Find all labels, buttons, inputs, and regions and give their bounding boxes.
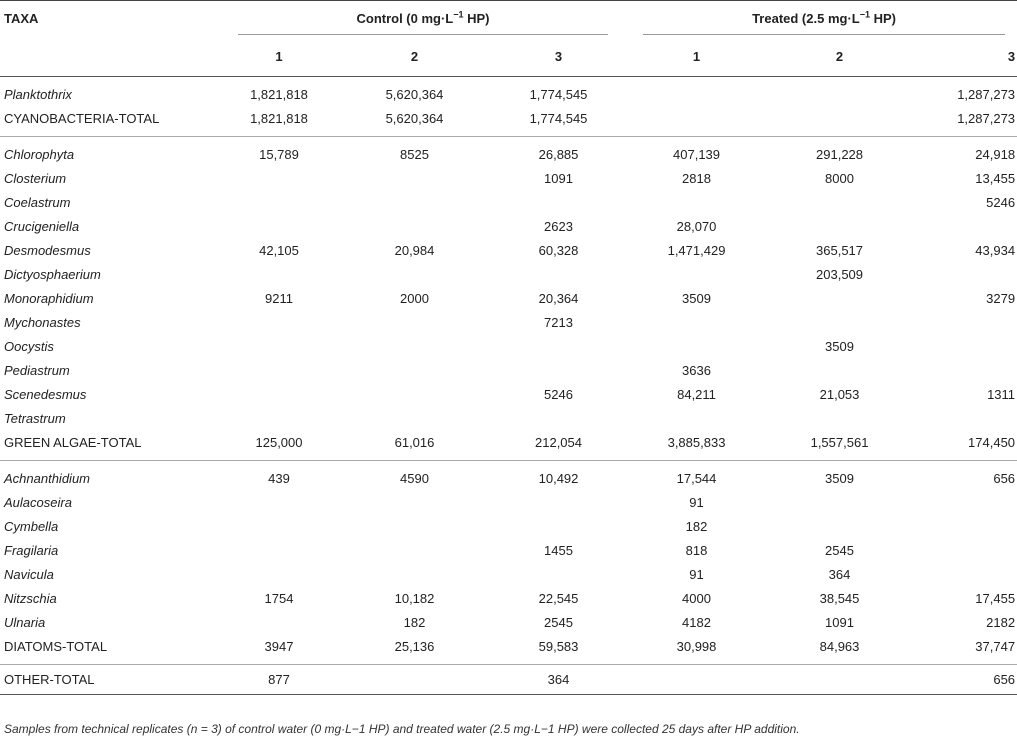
replicate-header: 3 <box>486 37 631 77</box>
cell-value: 7213 <box>544 315 573 330</box>
table-row <box>0 311 1017 335</box>
cell-value: 212,054 <box>486 431 631 461</box>
cell-value <box>631 335 762 359</box>
cell-value <box>631 665 762 695</box>
cell-value <box>486 191 631 215</box>
replicate-header: 1 <box>631 37 762 77</box>
cell-value: 407,139 <box>673 147 721 163</box>
taxon-name: Nitzschia <box>4 591 57 606</box>
replicate-header: 3 <box>917 37 1017 77</box>
cell-value: 364 <box>486 665 631 695</box>
cell-value <box>917 215 1017 239</box>
cell-value <box>486 263 631 287</box>
cell-value <box>343 311 486 335</box>
cell-value <box>917 311 1017 335</box>
cell-value <box>343 335 486 359</box>
cell-value: 4182 <box>682 615 711 630</box>
cell-value <box>486 359 631 383</box>
cell-value: 60,328 <box>538 243 579 258</box>
table-row <box>0 461 1017 491</box>
group-total-label: DIATOMS-TOTAL <box>0 635 215 665</box>
cell-value: 1,287,273 <box>917 107 1017 137</box>
cell-value: 3509 <box>825 339 854 354</box>
taxon-name: Mychonastes <box>4 315 81 330</box>
cell-value: 656 <box>917 665 1017 695</box>
table-row <box>0 665 1017 695</box>
table-row <box>0 383 1017 407</box>
table-header <box>0 1 1017 77</box>
cell-value <box>215 263 343 287</box>
cell-value: 1,471,429 <box>667 243 726 258</box>
cell-value <box>215 407 343 431</box>
cell-value: 24,918 <box>975 147 1016 163</box>
taxon-name: Chlorophyta <box>4 147 75 163</box>
cell-value <box>762 407 917 431</box>
cell-value: 877 <box>215 665 343 695</box>
table-row <box>0 431 1017 461</box>
table-row <box>0 77 1017 107</box>
cell-value: 5,620,364 <box>385 87 444 103</box>
cell-value <box>762 107 917 137</box>
cell-value <box>215 611 343 635</box>
replicate-header: 2 <box>762 37 917 77</box>
cell-value <box>215 515 343 539</box>
taxon-name: Crucigeniella <box>4 219 80 234</box>
cell-value <box>343 515 486 539</box>
cell-value: 8000 <box>825 171 854 186</box>
cell-value <box>762 491 917 515</box>
cell-value: 2545 <box>825 543 854 558</box>
cell-value <box>762 77 917 107</box>
cell-value <box>631 263 762 287</box>
taxon-name: Dictyosphaerium <box>4 267 101 282</box>
cell-value: 91 <box>689 495 704 510</box>
cell-value: 125,000 <box>215 431 343 461</box>
table-footnote: Samples from technical replicates (n = 3) of control water (0 mg·L−1 HP) and treated water (2.5 mg·L−1 HP) were collected 25 days after HP addition. <box>4 722 800 736</box>
cell-value: 3,885,833 <box>631 431 762 461</box>
cell-value <box>762 215 917 239</box>
table-row <box>0 137 1017 167</box>
cell-value: 1,821,818 <box>250 87 308 103</box>
cell-value: 15,789 <box>259 147 299 163</box>
cell-value: 8525 <box>400 147 429 163</box>
cell-value <box>917 563 1017 587</box>
taxon-name: Aulacoseira <box>4 495 72 510</box>
cell-value: 20,364 <box>538 291 579 306</box>
table-row <box>0 563 1017 587</box>
cell-value: 21,053 <box>819 387 860 402</box>
table-row <box>0 635 1017 665</box>
cell-value <box>917 491 1017 515</box>
taxon-name: Desmodesmus <box>4 243 91 258</box>
cell-value <box>215 563 343 587</box>
cell-value: 26,885 <box>538 147 579 163</box>
cell-value: 17,544 <box>676 471 717 487</box>
cell-value <box>215 167 343 191</box>
cell-value <box>762 311 917 335</box>
cell-value: 3947 <box>215 635 343 665</box>
cell-value <box>762 665 917 695</box>
cell-value <box>215 191 343 215</box>
cell-value: 10,492 <box>538 471 579 487</box>
cell-value: 182 <box>685 519 708 534</box>
cell-value <box>215 215 343 239</box>
cell-value: 3509 <box>682 291 711 306</box>
cell-value: 365,517 <box>816 243 864 258</box>
table-row <box>0 611 1017 635</box>
cell-value: 2623 <box>544 219 573 234</box>
table-row <box>0 287 1017 311</box>
cell-value: 364 <box>828 567 851 582</box>
cell-value <box>917 515 1017 539</box>
taxa-column-header: TAXA <box>0 1 215 37</box>
cell-value: 203,509 <box>816 267 864 282</box>
cell-value <box>917 335 1017 359</box>
cell-value: 1311 <box>987 387 1016 402</box>
cell-value <box>762 359 917 383</box>
cell-value <box>486 515 631 539</box>
cell-value: 4000 <box>682 591 711 606</box>
taxon-name: Ulnaria <box>4 615 46 630</box>
cell-value <box>486 491 631 515</box>
table-row <box>0 335 1017 359</box>
cell-value <box>631 77 762 107</box>
cell-value: 1,557,561 <box>762 431 917 461</box>
taxon-name: Scenedesmus <box>4 387 87 402</box>
control-label-post: HP) <box>463 10 490 26</box>
replicate-header: 2 <box>343 37 486 77</box>
taxon-name: Navicula <box>4 567 54 582</box>
cell-value: 5246 <box>986 195 1016 210</box>
cell-value <box>343 539 486 563</box>
table-row <box>0 407 1017 431</box>
cell-value: 5,620,364 <box>343 107 486 137</box>
cell-value <box>343 263 486 287</box>
replicate-spacer <box>0 37 215 77</box>
table-row <box>0 191 1017 215</box>
table-row <box>0 587 1017 611</box>
cell-value: 17,455 <box>975 591 1016 606</box>
treated-label-sup: −1 <box>859 9 870 20</box>
cell-value: 656 <box>993 471 1016 487</box>
table-row <box>0 167 1017 191</box>
cell-value: 3509 <box>825 471 854 487</box>
cell-value <box>917 407 1017 431</box>
cell-value: 91 <box>689 567 704 582</box>
cell-value <box>215 539 343 563</box>
cell-value <box>917 539 1017 563</box>
cell-value: 20,984 <box>394 243 435 258</box>
table-row <box>0 515 1017 539</box>
cell-value: 4590 <box>400 471 429 487</box>
cell-value <box>486 407 631 431</box>
cell-value: 3279 <box>986 291 1016 306</box>
control-label-text: Control (0 mg·L <box>356 10 454 26</box>
taxon-name: Cymbella <box>4 519 59 534</box>
cell-value: 28,070 <box>676 219 717 234</box>
cell-value <box>631 191 762 215</box>
cell-value: 61,016 <box>343 431 486 461</box>
cell-value: 25,136 <box>343 635 486 665</box>
taxon-name: Monoraphidium <box>4 291 94 306</box>
cell-value <box>215 311 343 335</box>
cell-value <box>762 191 917 215</box>
cell-value: 174,450 <box>917 431 1017 461</box>
group-total-label: CYANOBACTERIA-TOTAL <box>0 107 215 137</box>
cell-value <box>762 287 917 311</box>
cell-value: 2545 <box>544 615 573 630</box>
cell-value <box>343 407 486 431</box>
control-group-header <box>215 1 631 37</box>
cell-value: 182 <box>403 615 426 630</box>
cell-value: 2000 <box>400 291 429 306</box>
cell-value <box>215 335 343 359</box>
cell-value: 2818 <box>682 171 711 186</box>
cell-value: 291,228 <box>816 147 864 163</box>
replicate-header: 1 <box>215 37 343 77</box>
cell-value: 2182 <box>986 615 1016 630</box>
cell-value <box>343 563 486 587</box>
cell-value <box>343 215 486 239</box>
cell-value: 1754 <box>264 591 294 606</box>
table-row <box>0 359 1017 383</box>
cell-value: 3636 <box>682 363 711 378</box>
taxon-name: Coelastrum <box>4 195 71 210</box>
cell-value <box>215 491 343 515</box>
cell-value: 30,998 <box>631 635 762 665</box>
taxon-name: Closterium <box>4 171 67 186</box>
taxon-name: Pediastrum <box>4 363 70 378</box>
cell-value: 1,287,273 <box>957 87 1016 103</box>
taxon-name: Fragilaria <box>4 543 59 558</box>
cell-value: 13,455 <box>975 171 1016 186</box>
table-row <box>0 491 1017 515</box>
cell-value: 84,963 <box>762 635 917 665</box>
table-row <box>0 215 1017 239</box>
taxon-name: Tetrastrum <box>4 411 66 426</box>
treated-group-header <box>631 1 1017 37</box>
control-label-sup: −1 <box>453 9 464 20</box>
table-body <box>0 77 1017 695</box>
cell-value <box>631 107 762 137</box>
cell-value: 1091 <box>544 171 573 186</box>
cell-value: 1,821,818 <box>215 107 343 137</box>
taxon-name: Oocystis <box>4 339 54 354</box>
taxon-name: Planktothrix <box>4 87 72 103</box>
cell-value <box>762 515 917 539</box>
cell-value: 818 <box>685 543 708 558</box>
cell-value: 84,211 <box>677 387 716 402</box>
cell-value: 1,774,545 <box>486 107 631 137</box>
group-total-label: GREEN ALGAE-TOTAL <box>0 431 215 461</box>
cell-value: 59,583 <box>486 635 631 665</box>
taxon-name: Achnanthidium <box>4 471 90 487</box>
cell-value <box>215 383 343 407</box>
table-row <box>0 107 1017 137</box>
cell-value <box>343 383 486 407</box>
cell-value <box>343 191 486 215</box>
cell-value: 1,774,545 <box>529 87 588 103</box>
cell-value <box>631 407 762 431</box>
cell-value: 37,747 <box>917 635 1017 665</box>
cell-value: 439 <box>268 471 290 487</box>
cell-value <box>215 359 343 383</box>
table-row <box>0 239 1017 263</box>
cell-value: 1091 <box>825 615 854 630</box>
cell-value <box>486 335 631 359</box>
cell-value: 9211 <box>265 291 293 306</box>
table-row <box>0 539 1017 563</box>
cell-value <box>917 359 1017 383</box>
cell-value: 42,105 <box>259 243 299 258</box>
cell-value <box>343 491 486 515</box>
cell-value <box>486 563 631 587</box>
cell-value <box>917 263 1017 287</box>
table-row <box>0 263 1017 287</box>
cell-value: 43,934 <box>975 243 1016 258</box>
cell-value <box>343 167 486 191</box>
cell-value: 5246 <box>544 387 573 402</box>
cell-value: 1455 <box>544 543 573 558</box>
group-total-label: OTHER-TOTAL <box>0 665 215 695</box>
treated-label-text: Treated (2.5 mg·L <box>752 10 860 26</box>
cell-value: 10,182 <box>394 591 435 606</box>
cell-value: 22,545 <box>538 591 579 606</box>
cell-value <box>343 359 486 383</box>
cell-value <box>343 665 486 695</box>
cell-value <box>631 311 762 335</box>
treated-label-post: HP) <box>869 10 896 26</box>
cell-value: 38,545 <box>819 591 860 606</box>
